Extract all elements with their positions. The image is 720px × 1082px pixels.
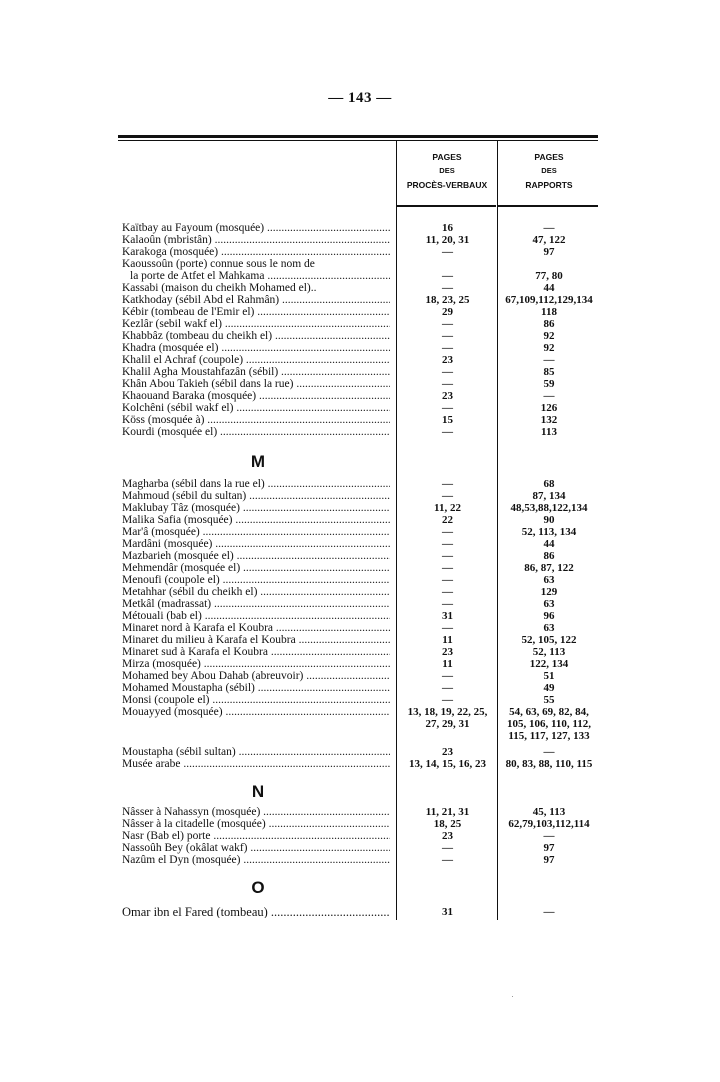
index-row (0, 718, 720, 730)
index-row (0, 806, 720, 818)
pv-pages: 13, 18, 19, 22, 25, (407, 706, 488, 718)
rp-pages: 118 (541, 306, 557, 318)
entry-name: Katkhoday (sébil Abd el Rahmân) ..... (122, 294, 390, 306)
entry-name: Metkâl (madrassat) ..... (122, 598, 390, 610)
header-rp-line2: DES (541, 166, 557, 175)
rp-pages: 51 (543, 670, 555, 682)
pv-pages: — (442, 378, 453, 390)
section-letter-n: N (251, 782, 265, 801)
rp-pages: 85 (543, 366, 555, 378)
header-underline-rp (498, 205, 598, 207)
index-row (0, 526, 720, 538)
rp-pages: 97 (543, 246, 555, 258)
index-row (0, 694, 720, 706)
rp-pages: 132 (540, 414, 558, 426)
index-row (0, 586, 720, 598)
entry-name: Khalil el Achraf (coupole) ..... (122, 354, 390, 366)
entry-name: Nasr (Bab el) porte ..... (122, 830, 390, 842)
index-row (0, 906, 720, 918)
pv-pages: 23 (442, 354, 453, 366)
pv-pages: — (442, 574, 453, 586)
index-row (0, 318, 720, 330)
entry-name: Monsi (coupole el) ..... (122, 694, 390, 706)
entry-name: Khân Abou Takieh (sébil dans la rue) ..... (122, 378, 390, 390)
pv-pages: — (442, 318, 453, 330)
pv-pages: — (442, 538, 453, 550)
header-rapports (498, 150, 600, 192)
index-row (0, 514, 720, 526)
entry-name: Mirza (mosquée) ..... (122, 658, 390, 670)
page-number: — 143 — (328, 90, 392, 106)
pv-pages: 11 (442, 634, 453, 646)
entry-name: la porte de Atfet el Mahkama ..... (130, 270, 390, 282)
rp-pages: 63 (543, 598, 555, 610)
pv-pages: — (442, 854, 453, 866)
pv-pages: 23 (442, 830, 453, 842)
entry-name: Khaouand Baraka (mosquée) ..... (122, 390, 390, 402)
pv-pages: — (442, 694, 453, 706)
rp-pages: 67,109,112,129,134 (505, 294, 593, 306)
pv-pages: — (442, 670, 453, 682)
index-row (0, 306, 720, 318)
index-row (0, 342, 720, 354)
pv-pages: 11, 22 (434, 502, 461, 514)
rp-pages: 63 (543, 574, 555, 586)
index-row (0, 830, 720, 842)
index-row (0, 234, 720, 246)
index-row (0, 282, 720, 294)
entry-name: Magharba (sébil dans la rue el) ..... (122, 478, 390, 490)
rp-pages: — (543, 906, 555, 918)
rp-pages: 68 (543, 478, 555, 490)
index-row (0, 658, 720, 670)
index-row (0, 330, 720, 342)
header-pv-line1: PAGES (432, 152, 462, 162)
entry-name: Mohamed bey Abou Dahab (abreuvoir) ..... (122, 670, 390, 682)
rp-pages: 92 (543, 330, 555, 342)
index-row (0, 502, 720, 514)
entry-name: Métouali (bab el) ..... (122, 610, 390, 622)
pv-pages: — (442, 622, 453, 634)
entry-name: Metahhar (sébil du cheikh el) ..... (122, 586, 390, 598)
rp-pages: — (543, 390, 555, 402)
pv-pages: — (442, 598, 453, 610)
rp-pages: 44 (543, 538, 555, 550)
index-row (0, 818, 720, 830)
rp-pages: 55 (543, 694, 555, 706)
section-letter-o: O (251, 878, 265, 897)
pv-pages: — (442, 282, 453, 294)
entry-name: Maklubay Tâz (mosquée) ..... (122, 502, 390, 514)
index-row (0, 222, 720, 234)
entry-name: Nâsser à Nahassyn (mosquée) ..... (122, 806, 390, 818)
entry-name: Mouayyed (mosquée) ..... (122, 706, 390, 718)
index-row (0, 758, 720, 770)
entry-name: Nazûm el Dyn (mosquée) ..... (122, 854, 390, 866)
index-row (0, 562, 720, 574)
pv-pages: 11 (442, 658, 453, 670)
header-pv-line2: DES (439, 166, 455, 175)
rp-pages: 52, 113, 134 (521, 526, 577, 538)
pv-pages: 23 (442, 746, 453, 758)
section-letter-m: M (250, 452, 266, 471)
entry-name: Mardâni (mosquée) ..... (122, 538, 390, 550)
entry-name: Mar'â (mosquée) ..... (122, 526, 390, 538)
rp-pages: — (543, 354, 555, 366)
header-proces-verbaux (397, 150, 497, 192)
index-row (0, 366, 720, 378)
pv-pages: — (442, 270, 453, 282)
rp-pages: 80, 83, 88, 110, 115 (505, 758, 593, 770)
pv-pages: 31 (442, 906, 453, 918)
index-row (0, 622, 720, 634)
index-row (0, 670, 720, 682)
pv-pages: — (442, 586, 453, 598)
rp-pages: 105, 106, 110, 112, (506, 718, 592, 730)
pv-pages: 23 (442, 390, 453, 402)
pv-pages: — (442, 550, 453, 562)
index-row (0, 426, 720, 438)
entry-name: Kassabi (maison du cheikh Mohamed el).. (122, 282, 317, 294)
index-row (0, 354, 720, 366)
rp-pages: 97 (543, 842, 555, 854)
rp-pages: 86 (543, 550, 555, 562)
entry-name: Kezlâr (sebil wakf el) ..... (122, 318, 390, 330)
entry-name: Köss (mosquée à) ..... (122, 414, 390, 426)
pv-pages: — (442, 330, 453, 342)
rp-pages: — (543, 222, 555, 234)
pv-pages: — (442, 246, 453, 258)
entry-name: Khalil Agha Moustahfazân (sébil) ..... (122, 366, 390, 378)
pv-pages: — (442, 842, 453, 854)
index-row (0, 682, 720, 694)
pv-pages: 16 (442, 222, 453, 234)
rp-pages: — (543, 830, 555, 842)
rp-pages: 62,79,103,112,114 (508, 818, 590, 830)
entry-name: Khadra (mosquée el) ..... (122, 342, 390, 354)
index-row (0, 294, 720, 306)
index-row (0, 378, 720, 390)
entry-name: Menoufi (coupole el) ..... (122, 574, 390, 586)
index-row (0, 270, 720, 282)
index-row (0, 478, 720, 490)
entry-name: Nâsser à la citadelle (mosquée) ..... (122, 818, 390, 830)
pv-pages: — (442, 426, 453, 438)
pv-pages: 13, 14, 15, 16, 23 (409, 758, 486, 770)
index-row (0, 490, 720, 502)
rp-pages: 77, 80 (535, 270, 563, 282)
index-row (0, 550, 720, 562)
pv-pages: — (442, 342, 453, 354)
rp-pages: — (543, 746, 555, 758)
entry-name: Nassoûh Bey (okâlat wakf) ..... (122, 842, 390, 854)
pv-pages: 23 (442, 646, 453, 658)
entry-name: Omar ibn el Fared (tombeau) ..... (122, 906, 390, 918)
rp-pages: 86, 87, 122 (524, 562, 574, 574)
index-row (0, 610, 720, 622)
rp-pages: 45, 113 (532, 806, 566, 818)
rp-pages: 86 (543, 318, 555, 330)
index-row (0, 646, 720, 658)
rp-pages: 96 (543, 610, 555, 622)
entry-name: Kolchêni (sébil wakf el) ..... (122, 402, 390, 414)
rp-pages: 59 (543, 378, 555, 390)
index-row (0, 842, 720, 854)
entry-name: Moustapha (sébil sultan) ..... (122, 746, 390, 758)
pv-pages: 11, 21, 31 (425, 806, 470, 818)
entry-name: Mahmoud (sébil du sultan) ..... (122, 490, 390, 502)
rp-pages: 122, 134 (529, 658, 569, 670)
pv-pages: 22 (442, 514, 453, 526)
rp-pages: 54, 63, 69, 82, 84, (509, 706, 589, 718)
header-rp-line1: PAGES (534, 152, 564, 162)
pv-pages: — (442, 490, 453, 502)
top-double-rule (118, 135, 598, 138)
rp-pages: 126 (540, 402, 558, 414)
index-row (0, 854, 720, 866)
pv-pages: — (442, 562, 453, 574)
rp-pages: 49 (543, 682, 555, 694)
rp-pages: 97 (543, 854, 555, 866)
entry-name: Malika Safia (mosquée) ..... (122, 514, 390, 526)
top-thin-rule (118, 140, 598, 141)
rp-pages: 47, 122 (532, 234, 566, 246)
index-row (0, 634, 720, 646)
entry-name: Kourdi (mosquée el) ..... (122, 426, 390, 438)
entry-name: Minaret du milieu à Karafa el Koubra ..... (122, 634, 390, 646)
index-row (0, 730, 720, 742)
pv-pages: — (442, 526, 453, 538)
pv-pages: — (442, 366, 453, 378)
entry-name: Khabbâz (tombeau du cheikh el) ..... (122, 330, 390, 342)
index-row (0, 574, 720, 586)
entry-name: Mohamed Moustapha (sébil) ..... (122, 682, 390, 694)
entry-name: Mazbarieh (mosquée el) ..... (122, 550, 390, 562)
entry-name: Kalaoûn (mbristân) ..... (122, 234, 390, 246)
index-row (0, 414, 720, 426)
index-row (0, 390, 720, 402)
index-row (0, 706, 720, 718)
rp-pages: 48,53,88,122,134 (510, 502, 588, 514)
pv-pages: — (442, 478, 453, 490)
header-pv-line3: PROCÈS-VERBAUX (406, 180, 488, 190)
index-row (0, 402, 720, 414)
entry-name: Mehmendâr (mosquée el) ..... (122, 562, 390, 574)
rp-pages: 63 (543, 622, 555, 634)
pv-pages: 18, 23, 25 (425, 294, 470, 306)
entry-name: Minaret sud à Karafa el Koubra ..... (122, 646, 390, 658)
pv-pages: — (442, 682, 453, 694)
entry-name: Kébir (tombeau de l'Emir el) ..... (122, 306, 390, 318)
rp-pages: 92 (543, 342, 555, 354)
entry-name: Kaoussoûn (porte) connue sous le nom de (122, 258, 315, 270)
entry-name: Musée arabe ..... (122, 758, 390, 770)
rp-pages: 90 (543, 514, 555, 526)
index-row (0, 258, 720, 270)
index-row (0, 598, 720, 610)
rp-pages: 52, 113 (532, 646, 566, 658)
index-row (0, 538, 720, 550)
pv-pages: 15 (442, 414, 453, 426)
pv-pages: 11, 20, 31 (425, 234, 470, 246)
header-rp-line3: RAPPORTS (525, 180, 573, 190)
pv-pages: 27, 29, 31 (425, 718, 470, 730)
index-row (0, 746, 720, 758)
entry-name: Minaret nord à Karafa el Koubra ..... (122, 622, 390, 634)
rp-pages: 113 (541, 426, 557, 438)
rp-pages: 44 (543, 282, 555, 294)
rp-pages: 87, 134 (532, 490, 566, 502)
rp-pages: 52, 105, 122 (521, 634, 577, 646)
pv-pages: — (442, 402, 453, 414)
header-underline-pv (397, 205, 496, 207)
rp-pages: 115, 117, 127, 133 (508, 730, 590, 742)
pv-pages: 31 (442, 610, 453, 622)
index-row (0, 246, 720, 258)
pv-pages: 18, 25 (433, 818, 462, 830)
entry-name: Kaïtbay au Fayoum (mosquée) ..... (122, 222, 390, 234)
pv-pages: 29 (442, 306, 453, 318)
entry-name: Karakoga (mosquée) ..... (122, 246, 390, 258)
rp-pages: 129 (540, 586, 558, 598)
paper-speck (512, 996, 513, 997)
